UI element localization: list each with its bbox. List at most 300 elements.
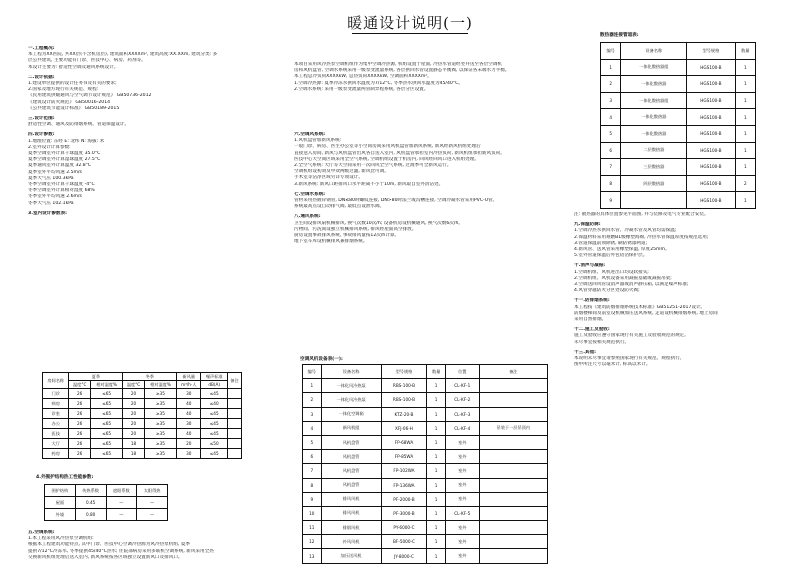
table-cell bbox=[479, 506, 547, 520]
table-cell: — bbox=[106, 497, 137, 509]
envelope-table bbox=[44, 484, 168, 521]
table-header-cell: 太阳得热 bbox=[137, 485, 168, 497]
text-line: 防烟楼梯间及前室设机械加压送风系统, 走道设机械排烟系统, 地上房间 bbox=[574, 310, 718, 316]
text-line: 3.室内设计参数表: bbox=[28, 210, 67, 216]
table-cell: 1 bbox=[735, 76, 755, 93]
table-cell: 1 bbox=[427, 421, 446, 435]
table-cell: 26 bbox=[69, 399, 90, 409]
table-cell: 排风风机 bbox=[321, 506, 381, 520]
table-row bbox=[303, 421, 548, 435]
table-row bbox=[303, 492, 548, 506]
table-header-cell: 噪声标准 bbox=[201, 373, 227, 381]
table-cell: 1 bbox=[427, 492, 446, 506]
table-cell: 26 bbox=[69, 429, 90, 439]
table-cell: 9 bbox=[601, 192, 621, 209]
table-cell: 排烟风机 bbox=[321, 521, 381, 535]
table-cell: 一体化散热器 bbox=[621, 125, 687, 142]
table-cell: 一体化空调箱 bbox=[321, 407, 381, 421]
table-cell: 20 bbox=[123, 429, 144, 439]
table-cell bbox=[621, 192, 687, 209]
table-cell: 6 bbox=[601, 142, 621, 159]
text-line: 《民用建筑供暖通风与空气调节设计规范》 GB50736-2012 bbox=[28, 93, 152, 99]
table-cell bbox=[479, 464, 547, 478]
table-cell: 12 bbox=[303, 535, 322, 549]
text-line: 1.空调冷热源: 夏季冷冻水供回水温度为7/12°C, 冬季热水供回水温度为45/40°C。 bbox=[294, 80, 463, 86]
table-cell: 20 bbox=[177, 439, 201, 449]
table-cell: 5 bbox=[601, 125, 621, 142]
table-cell: 8 bbox=[303, 478, 322, 492]
table-header-cell: m³/h·人 bbox=[177, 381, 201, 389]
table-row bbox=[43, 439, 242, 449]
text-line: 十一.防排烟系统: bbox=[574, 298, 610, 304]
table-cell: 室外 bbox=[445, 464, 479, 478]
table-cell: 7 bbox=[303, 464, 322, 478]
table-cell: ≤65 bbox=[90, 419, 122, 429]
indoor-parameters-table bbox=[42, 372, 242, 459]
table-row bbox=[43, 389, 242, 399]
table-row bbox=[303, 450, 548, 464]
text-line: 4.风管穿越防火分区处设防火阀; bbox=[574, 288, 640, 294]
text-line: 九.保温防腐: bbox=[574, 222, 601, 228]
table-cell: 风机盘管 bbox=[321, 435, 381, 449]
table-cell: 1 bbox=[427, 478, 446, 492]
table-cell: 补风风机 bbox=[321, 535, 381, 549]
table-header-cell: 设备名称 bbox=[621, 43, 687, 60]
table-cell: 1 bbox=[735, 92, 755, 109]
table-cell bbox=[227, 419, 241, 429]
text-line: 1.建设单位提供的设计任务书及有关的要求; bbox=[28, 81, 117, 87]
text-line: 十三.其他: bbox=[574, 349, 596, 355]
text-line: 3.新风系统: 新风口距排风口水平距离不小于10m, 新风取自室外清洁处。 bbox=[294, 181, 444, 187]
table-cell: ≥35 bbox=[144, 389, 176, 399]
table-cell: 11 bbox=[303, 521, 322, 535]
table-cell: PF-2000-B bbox=[381, 492, 427, 506]
text-line: 卫生间设排风扇机械排风, 换气次数10次/h; 设备机房设机械通风, 换气次数6次/h。 bbox=[294, 220, 463, 226]
table-cell: 风机盘管 bbox=[321, 464, 381, 478]
table-cell: 1 bbox=[735, 125, 755, 142]
table-cell: 排风风机 bbox=[321, 492, 381, 506]
table-cell: — bbox=[137, 509, 168, 521]
table-cell: ≤50 bbox=[201, 439, 227, 449]
table-header-cell: 位置 bbox=[445, 365, 479, 379]
table-cell: 室外 bbox=[445, 492, 479, 506]
text-line: 一般门诊、病房、医生办公室等小空间房间采用风机盘管加新风系统, 新风经新风机组处理后 bbox=[294, 144, 481, 150]
table-cell: 屋面 bbox=[45, 497, 76, 509]
table-cell: 室外 bbox=[445, 450, 479, 464]
table-cell bbox=[227, 439, 241, 449]
text-line: 八.通风系统: bbox=[294, 214, 321, 220]
text-line: 图中所注尺寸以毫米计, 标高以米计。 bbox=[574, 362, 651, 368]
table-cell: 2 bbox=[601, 76, 621, 93]
text-line: 2.国家及地方现行有关规范、规程: bbox=[28, 87, 99, 93]
table-cell: 一体化风冷热泵 bbox=[321, 379, 381, 393]
table-header-cell: 编号 bbox=[601, 43, 621, 60]
table-cell bbox=[227, 449, 241, 459]
table-cell: ≤65 bbox=[90, 439, 122, 449]
table-header-cell: 型号规格 bbox=[381, 365, 427, 379]
middle-body-text bbox=[294, 132, 556, 245]
table-cell: ≥35 bbox=[144, 439, 176, 449]
text-line: 医技中心大空间区域采用全空气系统, 空调机组设置于机房内, 回风经回风口进入机组处理。 bbox=[294, 156, 480, 162]
table-row bbox=[303, 435, 548, 449]
table-cell: 10 bbox=[303, 506, 322, 520]
table-cell: FP-136WA bbox=[381, 478, 427, 492]
table-cell: RBS-100-B bbox=[381, 393, 427, 407]
table-cell: FP-68WA bbox=[381, 435, 427, 449]
text-line: 六.空调风系统: bbox=[294, 132, 326, 137]
table-cell: — bbox=[106, 509, 137, 521]
table-cell: HGS100-B bbox=[687, 192, 735, 209]
text-line: 舒适性空调、通风及防排烟系统、管道保温设计。 bbox=[28, 122, 130, 128]
text-line: 地下室车库设机械排风兼排烟系统。 bbox=[294, 239, 368, 245]
table-cell: 3 bbox=[601, 92, 621, 109]
text-line: 交换新风机组处理后送入室内, 新风系统按各区域独立设置新风口及排风口。 bbox=[28, 554, 183, 560]
text-line: 冬季大气压 102.1kPa bbox=[28, 200, 74, 206]
table-cell bbox=[479, 478, 547, 492]
text-line: 本设计主要为: 舒适性空调及通风系统设计。 bbox=[28, 64, 119, 70]
text-line: 3.空调送回风管设消声器或消声静压箱, 以满足噪声标准; bbox=[574, 282, 689, 288]
text-line: 采用自然排烟。 bbox=[574, 317, 607, 323]
table-cell: 大厅 bbox=[43, 439, 69, 449]
text-line: 七.空调水系统: bbox=[294, 191, 326, 197]
table-header-cell: 传热系数 bbox=[75, 485, 106, 497]
table-cell: 0.45 bbox=[75, 497, 106, 509]
table-header-cell: 冬季 bbox=[123, 373, 177, 381]
text-line: 管材采用热镀锌钢管, DN≤80时螺纹连接, DN>80时法兰或沟槽连接, 空调冷凝水管采用PVC-U管。 bbox=[294, 198, 498, 204]
table-cell: ≤45 bbox=[201, 429, 227, 439]
table-cell: 2 bbox=[303, 393, 322, 407]
table-cell: 30 bbox=[177, 449, 201, 459]
table-header-cell: 编号 bbox=[303, 365, 322, 379]
table-cell bbox=[227, 409, 241, 419]
table-cell: CL-KF-4 bbox=[445, 421, 479, 435]
table-cell: ≤45 bbox=[201, 449, 227, 459]
table-cell: 办公 bbox=[43, 419, 69, 429]
table-row bbox=[601, 175, 756, 192]
table-cell: HGS100-B bbox=[687, 125, 735, 142]
text-line: 十二.施工及验收: bbox=[574, 327, 610, 333]
table-cell: 8 bbox=[601, 175, 621, 192]
text-line: 本工程为XX医院, 共XX层(不含机房层), 建筑面积XXXXm², 建筑高度:XX.XXm, 建筑分类: 多 bbox=[28, 52, 218, 58]
text-line: 本工程总冷负荷XXXXkW, 总热负荷XXXXkW, 空调面积XXXXm²。 bbox=[294, 74, 432, 80]
table-header-cell: 数量 bbox=[427, 365, 446, 379]
table-row bbox=[601, 192, 756, 209]
table-cell: 一体化风冷热泵 bbox=[321, 393, 381, 407]
table-row bbox=[601, 159, 756, 176]
table-cell: 1 bbox=[601, 59, 621, 76]
table-cell: 三层散热器 bbox=[621, 159, 687, 176]
text-line: 《公共建筑节能设计标准》 GB50189-2015 bbox=[28, 105, 120, 111]
table-cell: 3 bbox=[303, 407, 322, 421]
table-cell: 一体化散热器 bbox=[621, 109, 687, 126]
table-row bbox=[43, 419, 242, 429]
text-line: 夏季大气压 100.3kPa bbox=[28, 175, 74, 181]
table-cell: ≤65 bbox=[90, 429, 122, 439]
table-cell: PF-3000-B bbox=[381, 506, 427, 520]
table-cell: 1 bbox=[427, 549, 446, 563]
table-row bbox=[303, 407, 548, 421]
table-cell: 13 bbox=[303, 549, 322, 563]
text-line: 一.工程概况: bbox=[28, 46, 55, 51]
text-line: 1.风机盘管加新风系统: bbox=[294, 138, 342, 144]
table-cell: ≤40 bbox=[201, 399, 227, 409]
table-cell: CL-KF-5 bbox=[445, 506, 479, 520]
text-line: 二.设计依据: bbox=[28, 74, 55, 80]
table-cell bbox=[479, 435, 547, 449]
table-cell bbox=[227, 429, 241, 439]
table-cell: 5 bbox=[303, 435, 322, 449]
table-row bbox=[303, 535, 548, 549]
middle-top-text bbox=[294, 62, 556, 93]
equipment-table bbox=[302, 364, 548, 564]
table-cell bbox=[479, 492, 547, 506]
text-line: 1.地理位置: 东经 E: 北纬 N: 海拔: 米 bbox=[28, 138, 105, 144]
table-cell: KTZ-20-B bbox=[381, 407, 427, 421]
table-cell: CL-KF-3 bbox=[445, 407, 479, 421]
text-line: 夏季通风室外计算温度 32.8°C bbox=[28, 163, 92, 169]
table-header-row bbox=[43, 373, 242, 381]
table-row bbox=[601, 142, 756, 159]
table-row bbox=[303, 521, 548, 535]
table-header-cell: 相对湿度% bbox=[90, 381, 122, 389]
table-cell: ≥35 bbox=[144, 449, 176, 459]
left-bottom-text bbox=[28, 530, 268, 561]
table-cell bbox=[227, 389, 241, 399]
text-line: 五.空调系统: bbox=[28, 530, 55, 535]
left-column-text bbox=[28, 46, 266, 217]
table-header-cell: 夏季 bbox=[69, 373, 123, 381]
table-cell: 室外 bbox=[445, 535, 479, 549]
table-header-row bbox=[303, 365, 548, 379]
text-line: 污物间、污洗间设独立机械排风系统, 排风经屋面高空排放。 bbox=[294, 226, 417, 232]
table-header-cell: 温度°C bbox=[123, 381, 144, 389]
table-cell: 26 bbox=[69, 389, 90, 399]
table-cell: 1 bbox=[735, 59, 755, 76]
table-header-row bbox=[45, 485, 168, 497]
table-row bbox=[45, 509, 168, 521]
table-cell: 26 bbox=[69, 409, 90, 419]
text-line: 2.空调水系统: 采用一级泵变流量两管制异程系统, 各层分区设置。 bbox=[294, 86, 429, 92]
text-line: 四.设计参数: bbox=[28, 132, 55, 138]
table-cell: 室外 bbox=[445, 478, 479, 492]
table-cell bbox=[479, 393, 547, 407]
table-cell: 26 bbox=[69, 449, 90, 459]
table-cell: ≤45 bbox=[201, 389, 227, 399]
table-cell bbox=[479, 549, 547, 563]
table-cell: 4 bbox=[303, 421, 322, 435]
table-cell: 4 bbox=[601, 109, 621, 126]
table-cell: PY-6000-C bbox=[381, 521, 427, 535]
table-row bbox=[303, 478, 548, 492]
table-cell: ≥35 bbox=[144, 429, 176, 439]
table-cell: HGS100-B bbox=[687, 109, 735, 126]
table-header-cell: dB(A) bbox=[201, 381, 227, 389]
table-cell: 风机盘管 bbox=[321, 478, 381, 492]
text-line: 本工程按《建筑防烟排烟系统技术标准》GB51251-2017设计。 bbox=[574, 304, 706, 310]
table-cell bbox=[479, 450, 547, 464]
text-line: 手术室等洁净区域另详专项设计。 bbox=[294, 175, 363, 181]
table-cell: 1 bbox=[427, 535, 446, 549]
table-cell: 1 bbox=[427, 464, 446, 478]
table-row bbox=[601, 59, 756, 76]
table-cell: 1 bbox=[735, 109, 755, 126]
table-header-cell: 备注 bbox=[227, 373, 241, 389]
table-cell: 1 bbox=[735, 142, 755, 159]
text-line: 本说明未尽事宜请参照国家现行有关规范、规程执行。 bbox=[574, 356, 685, 362]
table-cell: ≤65 bbox=[90, 399, 122, 409]
table-cell: 9 bbox=[303, 492, 322, 506]
text-line: 空调机组设初效及中效两级过滤, 新风比可调。 bbox=[294, 169, 389, 175]
table-cell: 6 bbox=[303, 450, 322, 464]
text-line: 直接送入房间, 新风与风机盘管出风各自送入室内, 风机盘管承担室内冷热负荷, 新风机组承担新风负荷。 bbox=[294, 150, 505, 156]
table-header-row bbox=[601, 43, 756, 60]
table-row bbox=[303, 393, 548, 407]
table-cell: ≤65 bbox=[90, 449, 122, 459]
table-cell: HGS100-B bbox=[687, 142, 735, 159]
text-line: 《建筑设计防火规范》 GB50016-2014 bbox=[28, 99, 111, 105]
table-cell: 0.80 bbox=[75, 509, 106, 521]
table-cell: 40 bbox=[177, 409, 201, 419]
table-cell: ≥35 bbox=[144, 409, 176, 419]
table-cell: 1 bbox=[735, 159, 755, 176]
text-line: 厨房设置事故排风系统, 事故排风量按12次/h计算。 bbox=[294, 233, 400, 239]
table-header-cell: 数量 bbox=[735, 43, 755, 60]
text-line: 本项目采用风冷热泵空调机组作为集中空调冷热源, 机组设置于屋面, 冷热水管道经竖井送至各层空调机 bbox=[294, 62, 502, 67]
table-cell: 1 bbox=[427, 506, 446, 520]
text-line: 冬季室外平均风速 2.6m/s bbox=[28, 194, 82, 200]
text-line: 层公共建筑, 主要功能有门诊、医技中心、病房、药剂等。 bbox=[28, 58, 146, 64]
envelope-table-caption: 4.外围护结构热工性能参数: bbox=[36, 475, 94, 480]
equipment-table-caption: 空调风机设备表(一): bbox=[300, 357, 343, 362]
table-row bbox=[601, 125, 756, 142]
table-cell bbox=[479, 521, 547, 535]
text-line: 2.保温材料采用难燃B1级橡塑海绵, 冷热水管保温厚度按规范选用; bbox=[574, 234, 709, 240]
page-title: 暖通设计说明(一) bbox=[347, 14, 473, 32]
table-cell: 一体化散热器组 bbox=[621, 59, 687, 76]
table-cell: 一体化散热器组 bbox=[621, 92, 687, 109]
table-cell: CL-KF-2 bbox=[445, 393, 479, 407]
table-row bbox=[303, 506, 548, 520]
table-cell: 20 bbox=[123, 389, 144, 399]
text-line: 十.消声与减振: bbox=[574, 263, 606, 269]
table-cell: 30 bbox=[177, 389, 201, 399]
table-cell: 40 bbox=[177, 429, 201, 439]
table-cell: 加压送风机 bbox=[321, 549, 381, 563]
text-line: 夏季室外平均风速 2.5m/s bbox=[28, 169, 82, 175]
table-cell: 药房 bbox=[43, 449, 69, 459]
table-header-cell: 备注 bbox=[479, 365, 547, 379]
table-cell: 门诊 bbox=[43, 389, 69, 399]
table-cell: 一体化散热器 bbox=[621, 76, 687, 93]
table-row bbox=[303, 464, 548, 478]
table-cell: 二层散热器 bbox=[621, 142, 687, 159]
table-cell: 病房 bbox=[43, 399, 69, 409]
table-cell: 1 bbox=[303, 379, 322, 393]
text-line: 1.本工程采用风冷热泵空调机组: bbox=[28, 536, 94, 542]
table-cell: ≥35 bbox=[144, 399, 176, 409]
text-line: 4.新风管、送风管采用橡塑保温, 厚度25mm。 bbox=[574, 247, 670, 253]
text-line: 2.空调机组、风机设备采用减振基础或减振吊架; bbox=[574, 275, 672, 281]
table-cell: ≥35 bbox=[144, 419, 176, 429]
table-row bbox=[43, 449, 242, 459]
table-row bbox=[303, 379, 548, 393]
table-cell: HGS100-B bbox=[687, 59, 735, 76]
table-header-cell: 围护结构 bbox=[45, 485, 76, 497]
table-cell: 30 bbox=[177, 419, 201, 429]
table-cell: 1 bbox=[427, 435, 446, 449]
table-header-row bbox=[43, 381, 242, 389]
text-line: 3.管道保温前须除锈, 刷防锈漆两道; bbox=[574, 240, 648, 246]
table-cell: 1 bbox=[735, 192, 755, 209]
table-cell: — bbox=[137, 497, 168, 509]
text-line: 未尽事宜按相关规范执行。 bbox=[574, 339, 630, 345]
table-cell: RBS-100-B bbox=[381, 379, 427, 393]
table-cell: 18 bbox=[123, 439, 144, 449]
table-cell: 诊室 bbox=[43, 409, 69, 419]
table-cell: ≤45 bbox=[201, 409, 227, 419]
table-cell: 医技 bbox=[43, 429, 69, 439]
table-cell: 风机盘管 bbox=[321, 450, 381, 464]
text-line: 冬季空调室外计算相对湿度 68% bbox=[28, 188, 95, 194]
table-cell: 1 bbox=[427, 450, 446, 464]
table-cell: CL-KF-1 bbox=[445, 379, 479, 393]
right-table-caption: 散热器连接管道表: bbox=[600, 33, 639, 38]
table-cell: 室外 bbox=[445, 521, 479, 535]
table-cell: 1 bbox=[427, 521, 446, 535]
table-cell: 室外 bbox=[445, 435, 479, 449]
table-row bbox=[43, 409, 242, 419]
table-cell: 2 bbox=[735, 175, 755, 192]
text-line: 5.室外管道保温后外包铝箔保护层。 bbox=[574, 253, 648, 259]
text-line: 2.室外设计计算参数: bbox=[28, 144, 71, 150]
table-cell: HGS100-B bbox=[687, 175, 735, 192]
table-cell: 1 bbox=[427, 379, 446, 393]
text-line: 1.空调机组、风机进出口均设软接头; bbox=[574, 269, 649, 275]
table-cell: 26 bbox=[69, 439, 90, 449]
text-line: 2.全空气系统: 大厅等大空间采用一次回风全空气系统, 过渡季可全新风运行。 bbox=[294, 163, 452, 169]
table-cell: ≤45 bbox=[201, 419, 227, 429]
text-line: 根据本工程建筑功能特点, 其中门诊、医技中心空调冷热源为风冷热泵机组, 夏季 bbox=[28, 542, 191, 548]
table-row bbox=[303, 549, 548, 563]
table-cell: HGS100-B bbox=[687, 92, 735, 109]
table-cell: 20 bbox=[123, 419, 144, 429]
text-line: 系统最高点设自动排气阀, 最低点设泄水阀。 bbox=[294, 204, 385, 210]
table-cell: 40 bbox=[177, 399, 201, 409]
text-line: 夏季空调室外计算干球温度 35.0°C bbox=[28, 151, 101, 157]
table-header-cell: 型号规格 bbox=[687, 43, 735, 60]
table-cell: 26 bbox=[69, 419, 90, 429]
table-cell: 新风机组 bbox=[321, 421, 381, 435]
table-row bbox=[601, 92, 756, 109]
title-underline bbox=[352, 33, 468, 34]
table-cell: 四层散热器 bbox=[621, 175, 687, 192]
radiator-table bbox=[600, 42, 756, 209]
text-line: 注: 散热器的具体位置参见平面图, 并与装修及电气专业配合安装。 bbox=[574, 212, 709, 217]
table-cell bbox=[479, 379, 547, 393]
table-cell bbox=[479, 535, 547, 549]
table-row bbox=[601, 109, 756, 126]
table-cell: 外墙 bbox=[45, 509, 76, 521]
table-cell: FP-102WA bbox=[381, 464, 427, 478]
text-line: 1.空调冷热水供回水管、冷凝水管及风管均需保温; bbox=[574, 228, 677, 234]
text-line: 冬季空调室外计算干球温度 -4°C bbox=[28, 182, 95, 188]
table-header-cell: 遮阳系数 bbox=[106, 485, 137, 497]
table-cell: 20 bbox=[123, 409, 144, 419]
table-cell: FP-85WA bbox=[381, 450, 427, 464]
table-row bbox=[43, 399, 242, 409]
table-cell: BF-5000-C bbox=[381, 535, 427, 549]
table-cell: HGS100-B bbox=[687, 159, 735, 176]
